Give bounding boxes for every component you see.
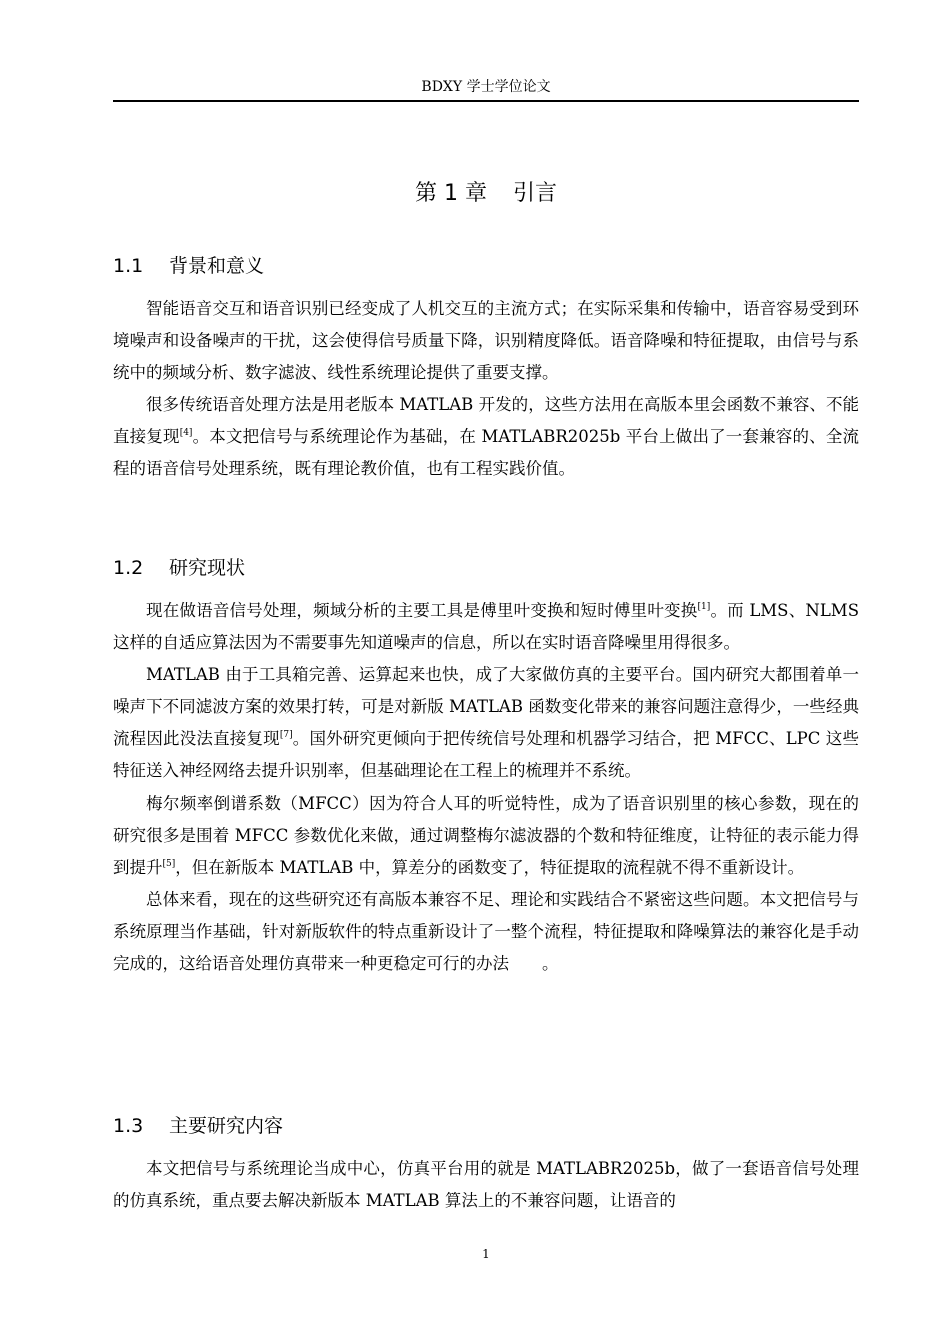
citation: [7] [279,730,293,741]
paragraph: 现在做语音信号处理，频域分析的主要工具是傅里叶变换和短时傅里叶变换[1]。而 LMS、NLMS 这样的自适应算法因为不需要事先知道噪声的信息，所以在实时语音降噪里用得很多。 [113,601,859,653]
paragraph: 很多传统语音处理方法是用老版本 MATLAB 开发的，这些方法用在高版本里会函数不兼容、不能直接复现[4]。本文把信号与系统理论作为基础，在 MATLABR2025b 平台上做出了一套兼容的、全流程的语音信号处理系统，既有理论教价值，也有工程实践价值。 [113,395,859,479]
citation: [4] [179,428,193,439]
citation: [1] [697,602,711,612]
section-heading [113,252,859,280]
section-heading [113,554,859,582]
section-1-2 [113,554,859,980]
chapter-number: 第 1 章 [415,181,487,206]
paragraph: 总体来看，现在的这些研究还有高版本兼容不足、理论和实践结合不紧密这些问题。本文把信号与系统原理当作基础，针对新版软件的特点重新设计了一整个流程，特征提取和降噪算法的兼容化是手动完成的，这给语音处理仿真带来一种更稳定可行的办法 。 [113,889,859,974]
paragraph: 本文把信号与系统理论当成中心，仿真平台用的就是 MATLABR2025b，做了一套语音信号处理的仿真系统，重点要去解决新版本 MATLAB 算法上的不兼容问题，让语音的 [113,1159,859,1211]
header-rule [113,100,859,102]
running-header: BDXY 学士学位论文 [421,79,551,95]
section-title: 主要研究内容 [169,1115,284,1137]
section-heading [113,1112,859,1140]
section-number: 1.3 [113,1115,144,1137]
section-1-1 [113,252,859,486]
chapter-title-text: 引言 [512,181,557,206]
section-number: 1.1 [113,255,144,277]
section-title: 研究现状 [169,557,246,579]
section-1-3 [113,1112,859,1217]
section-number: 1.2 [113,557,144,579]
page-number: 1 [482,1247,490,1261]
citation: [5] [162,858,176,869]
chapter-title [113,176,859,212]
section-title: 背景和意义 [169,255,265,277]
paragraph: MATLAB 由于工具箱完善、运算起来也快，成了大家做仿真的主要平台。国内研究大都围着单一噪声下不同滤波方案的效果打转，可是对新版 MATLAB 函数变化带来的兼容问题注意得少，一些经典流程因此没法直接复现[7]。国外研究更倾向于把传统信号处理和机器学习结合，把 MFCC、LPC 这些特征送入神经网络去提升识别率，但基础理论在工程上的梳理并不系统。 [113,665,859,781]
paragraph: 智能语音交互和语音识别已经变成了人机交互的主流方式；在实际采集和传输中，语音容易受到环境噪声和设备噪声的干扰，这会使得信号质量下降，识别精度降低。语音降噪和特征提取，由信号与系统中的频域分析、数字滤波、线性系统理论提供了重要支撑。 [113,299,859,383]
paragraph: 梅尔频率倒谱系数（MFCC）因为符合人耳的听觉特性，成为了语音识别里的核心参数，现在的研究很多是围着 MFCC 参数优化来做，通过调整梅尔滤波器的个数和特征维度，让特征的表示能力得到提升[5]，但在新版本 MATLAB 中，算差分的函数变了，特征提取的流程就不得不重新设计。 [113,793,859,877]
